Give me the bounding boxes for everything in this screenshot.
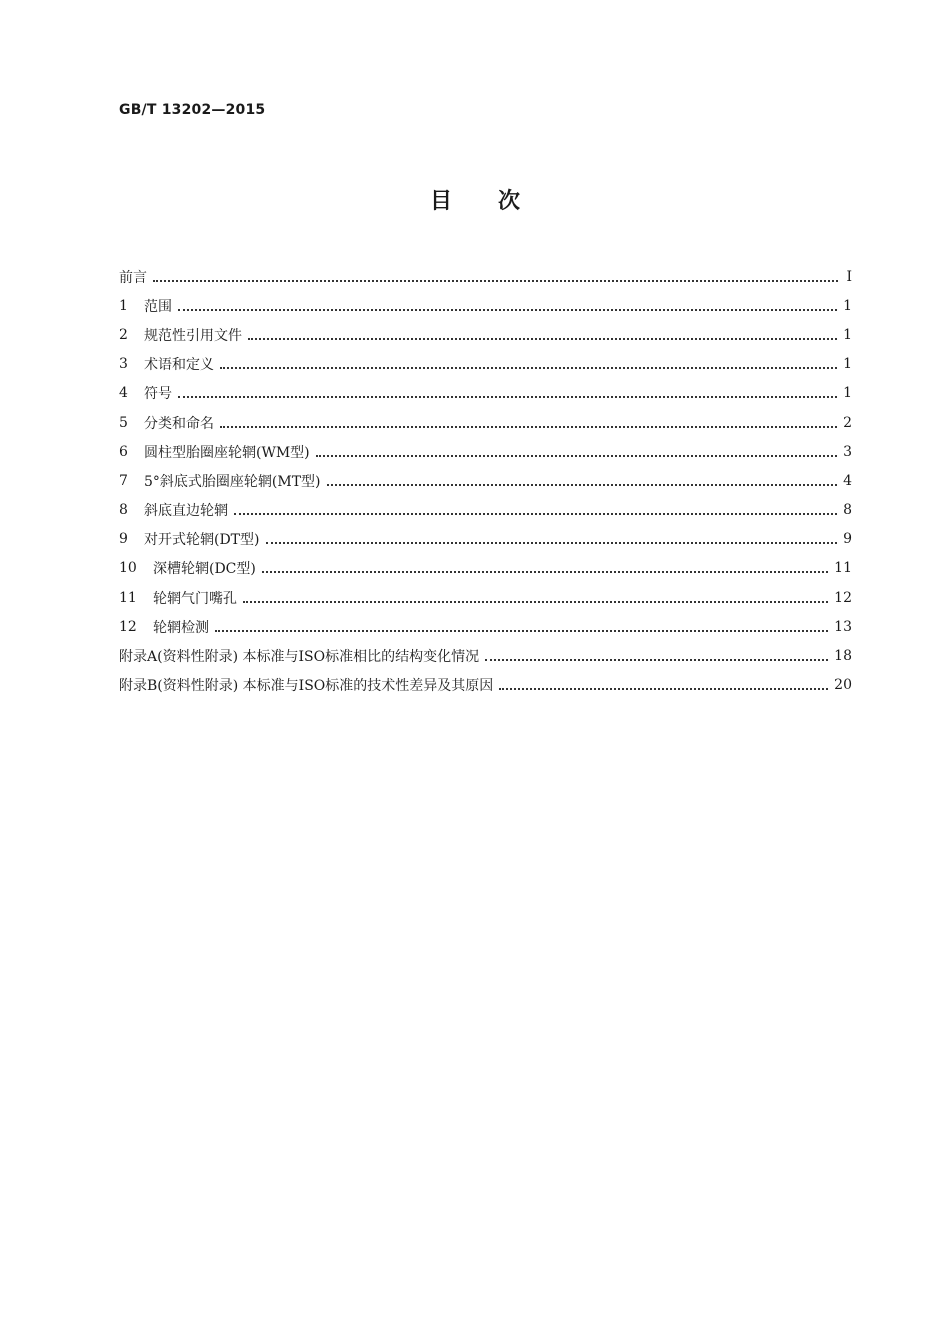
toc-entry-number: 10 xyxy=(119,560,137,577)
toc-entry-page: 1 xyxy=(843,326,852,343)
toc-entry-text: 术语和定义 xyxy=(144,357,214,374)
toc-entry-text: 圆柱型胎圈座轮辋(WM型) xyxy=(144,444,310,461)
toc-leader-dots xyxy=(178,382,837,398)
toc-leader-dots xyxy=(485,645,828,661)
toc-entry-text: 前言 xyxy=(119,269,147,286)
toc-entry-11[interactable] xyxy=(119,583,852,612)
toc-entry-page: 18 xyxy=(834,648,852,665)
toc-entry-number: 12 xyxy=(119,618,137,635)
toc-entry-text: 对开式轮辋(DT型) xyxy=(144,532,260,549)
toc-entry-12[interactable] xyxy=(119,612,852,641)
toc-entry-5[interactable] xyxy=(119,408,852,437)
toc-entry-number: 1 xyxy=(119,297,128,314)
standard-code: GB/T 13202—2015 xyxy=(119,102,266,118)
toc-leader-dots xyxy=(248,324,837,340)
toc-entry-4[interactable] xyxy=(119,379,852,408)
toc-leader-dots xyxy=(215,616,828,632)
toc-entry-page: Ⅰ xyxy=(846,268,852,285)
toc-leader-dots xyxy=(262,557,828,573)
toc-entry-text: 附录A(资料性附录) 本标准与ISO标准相比的结构变化情况 xyxy=(119,649,480,666)
toc-entry-page: 12 xyxy=(834,589,852,606)
toc-entry-page: 1 xyxy=(843,385,852,402)
toc-leader-dots xyxy=(499,674,828,690)
toc-entry-3[interactable] xyxy=(119,350,852,379)
toc-leader-dots xyxy=(220,412,837,428)
toc-leader-dots xyxy=(153,266,838,282)
toc-entry-9[interactable] xyxy=(119,525,852,554)
toc-entry-text: 轮辋气门嘴孔 xyxy=(153,590,237,607)
toc-entry-2[interactable] xyxy=(119,320,852,349)
toc-entry-8[interactable] xyxy=(119,496,852,525)
toc-entry-page: 11 xyxy=(834,560,852,577)
toc-entry-annex-b[interactable] xyxy=(119,671,852,700)
toc-entry-text: 5°斜底式胎圈座轮辋(MT型) xyxy=(144,473,321,490)
toc-entry-page: 1 xyxy=(843,356,852,373)
toc-entry-text: 规范性引用文件 xyxy=(144,327,242,344)
toc-entry-text: 斜底直边轮辋 xyxy=(144,503,228,520)
toc-entry-page: 3 xyxy=(843,443,852,460)
toc-leader-dots xyxy=(327,470,838,486)
toc-entry-foreword[interactable] xyxy=(119,262,852,291)
toc-leader-dots xyxy=(316,441,837,457)
toc-entry-number: 9 xyxy=(119,531,128,548)
toc-leader-dots xyxy=(243,587,828,603)
toc-entry-page: 4 xyxy=(843,472,852,489)
toc-entry-number: 11 xyxy=(119,589,137,606)
toc-entry-page: 13 xyxy=(834,618,852,635)
toc-entry-text: 范围 xyxy=(144,298,172,315)
toc-entry-text: 深槽轮辋(DC型) xyxy=(153,561,256,578)
toc-entry-text: 分类和命名 xyxy=(144,415,214,432)
toc-leader-dots xyxy=(234,499,837,515)
toc-entry-page: 9 xyxy=(843,531,852,548)
toc-entry-page: 20 xyxy=(834,677,852,694)
toc-entry-page: 2 xyxy=(843,414,852,431)
table-of-contents xyxy=(119,262,852,700)
toc-entry-number: 3 xyxy=(119,356,128,373)
toc-entry-text: 附录B(资料性附录) 本标准与ISO标准的技术性差异及其原因 xyxy=(119,678,494,695)
toc-leader-dots xyxy=(178,295,837,311)
toc-leader-dots xyxy=(266,528,838,544)
toc-entry-7[interactable] xyxy=(119,466,852,495)
page-title: 目次 xyxy=(429,189,566,214)
toc-entry-6[interactable] xyxy=(119,437,852,466)
toc-entry-number: 2 xyxy=(119,326,128,343)
toc-entry-page: 8 xyxy=(843,502,852,519)
toc-entry-number: 5 xyxy=(119,414,128,431)
toc-entry-number: 8 xyxy=(119,502,128,519)
toc-entry-page: 1 xyxy=(843,297,852,314)
toc-entry-10[interactable] xyxy=(119,554,852,583)
toc-entry-1[interactable] xyxy=(119,291,852,320)
toc-entry-number: 7 xyxy=(119,472,128,489)
toc-entry-number: 4 xyxy=(119,385,128,402)
toc-entry-text: 轮辋检测 xyxy=(153,619,209,636)
toc-leader-dots xyxy=(220,353,837,369)
toc-entry-number: 6 xyxy=(119,443,128,460)
toc-entry-text: 符号 xyxy=(144,386,172,403)
toc-entry-annex-a[interactable] xyxy=(119,641,852,670)
